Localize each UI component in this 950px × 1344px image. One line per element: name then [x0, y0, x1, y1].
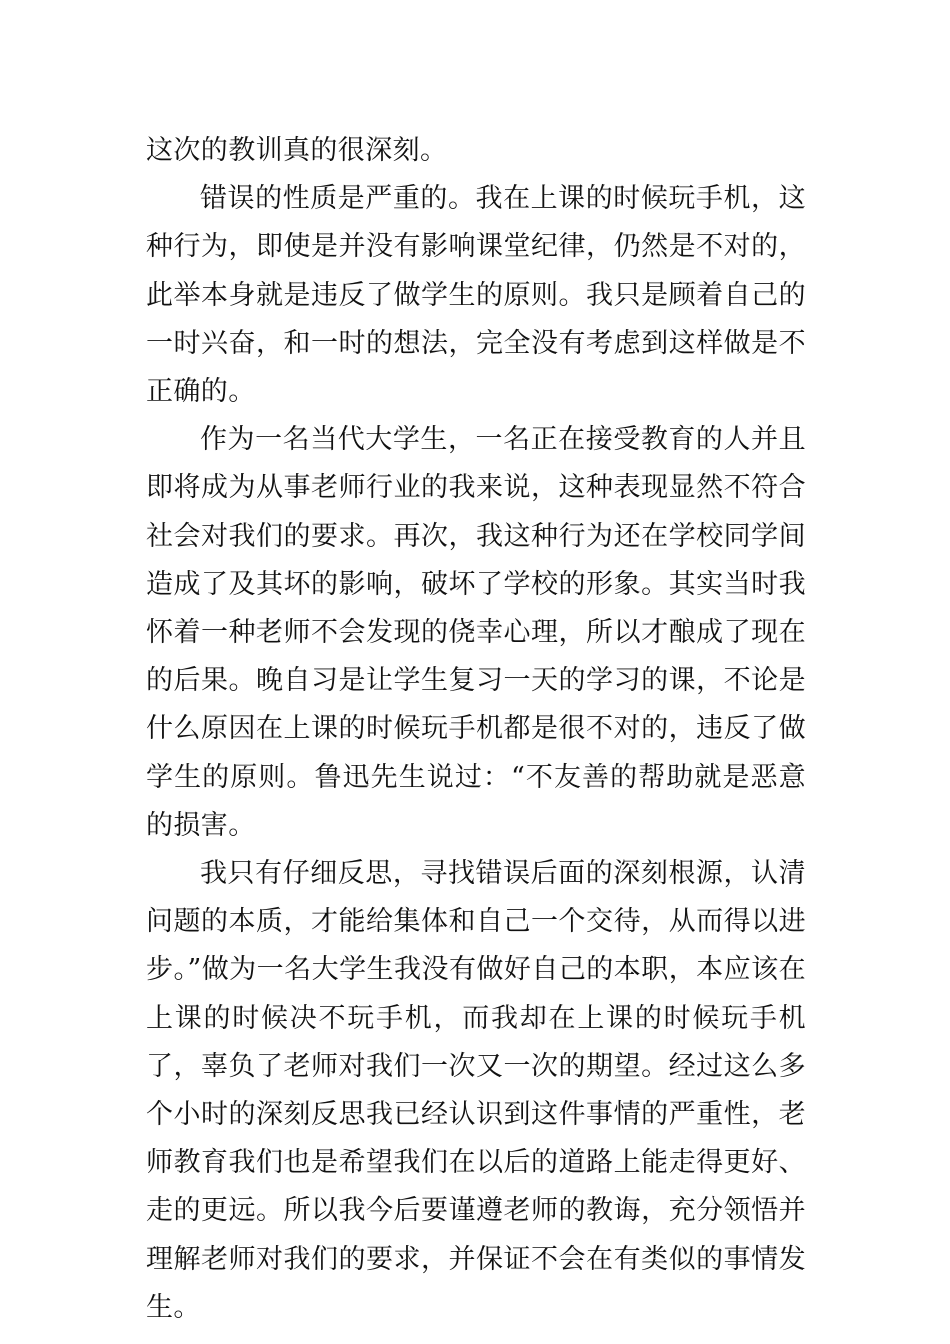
paragraph-4: 我只有仔细反思，寻找错误后面的深刻根源，认清问题的本质，才能给集体和自己一个交待，从而得以进步。”做为一名大学生我没有做好自己的本职，本应该在上课的时候决不玩手机，而我却在上课的时候玩手机了，辜负了老师对我们一次又一次的期望。经过这么多个小时的深刻反思我已经认识到这件事情的严重性，老师教育我们也是希望我们在以后的道路上能走得更好、走的更远。所以我今后要谨遵老师的教诲，充分领悟并理解老师对我们的要求，并保证不会在有类似的事情发生。: [146, 858, 806, 1323]
paragraph-2: 错误的性质是严重的。我在上课的时候玩手机，这种行为，即使是并没有影响课堂纪律，仍然是不对的，此举本身就是违反了做学生的原则。我只是顾着自己的一时兴奋，和一时的想法，完全没有考虑到这样做是不正确的。: [146, 183, 806, 408]
paragraph-3: 作为一名当代大学生，一名正在接受教育的人并且即将成为从事老师行业的我来说，这种表现显然不符合社会对我们的要求。再次，我这种行为还在学校同学间造成了及其坏的影响，破坏了学校的形象。其实当时我怀着一种老师不会发现的侥幸心理，所以才酿成了现在的后果。晚自习是让学生复习一天的学习的课，不论是什么原因在上课的时候玩手机都是很不对的，违反了做学生的原则。鲁迅先生说过：“不友善的帮助就是恶意的损害。: [146, 424, 806, 841]
paragraph-1: 这次的教训真的很深刻。: [146, 135, 448, 166]
document-body: [146, 127, 806, 1332]
